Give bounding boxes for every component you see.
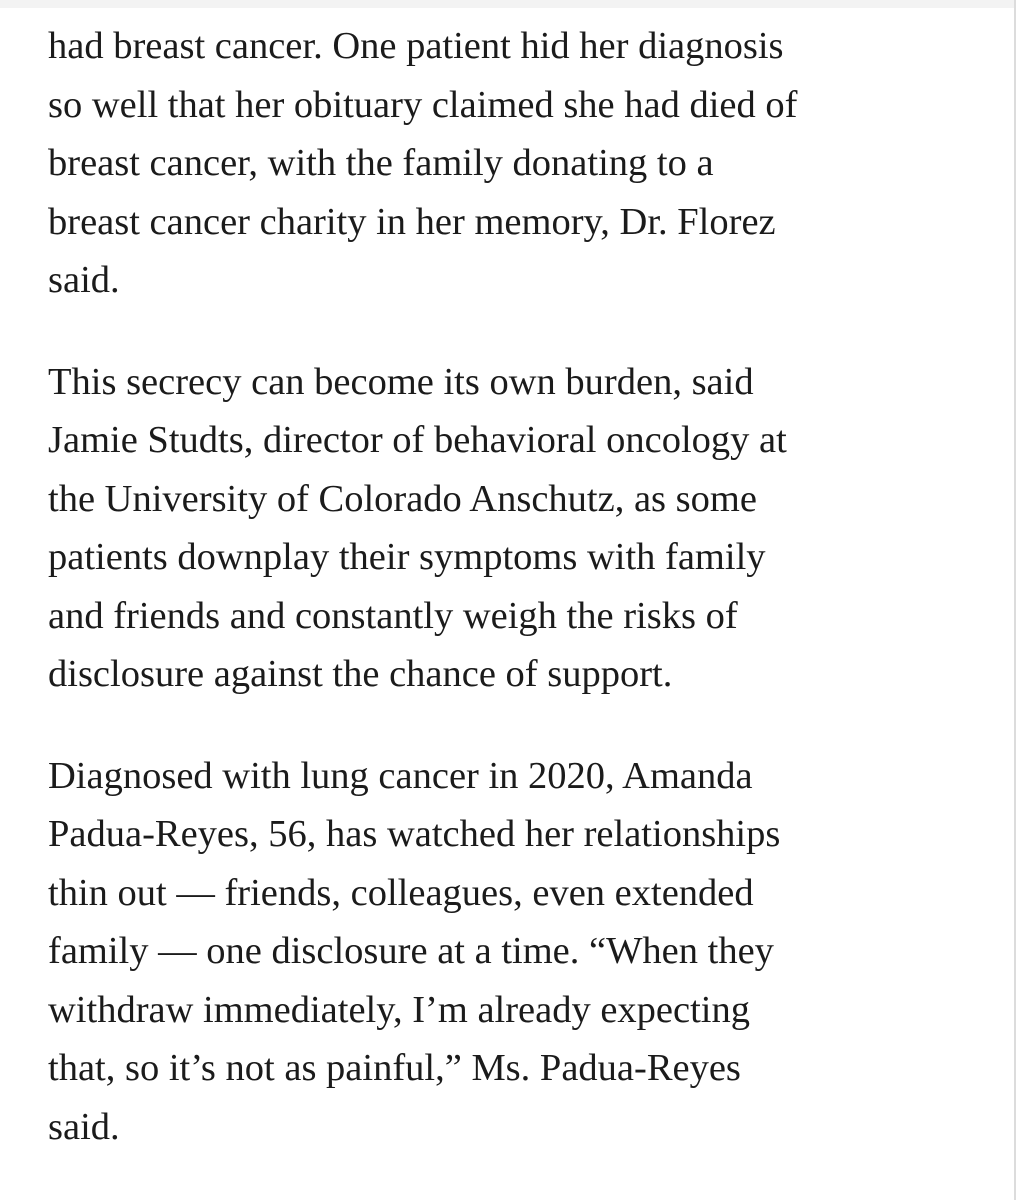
article-paragraph — [48, 353, 978, 704]
paragraph-line: Jamie Studts, director of behavioral oncology at — [48, 419, 787, 461]
article-paragraph — [48, 17, 978, 310]
paragraph-line: family — one disclosure at a time. “When they — [48, 930, 774, 972]
paragraph-line: so well that her obituary claimed she had died of — [48, 83, 798, 126]
paragraph-line: withdraw immediately, I’m already expecting — [48, 988, 751, 1031]
paragraph-line: Diagnosed with lung cancer in 2020, Amanda — [48, 754, 753, 797]
paragraph-line: the University of Colorado Anschutz, as some — [48, 477, 757, 520]
paragraph-line: breast cancer charity in her memory, Dr. Florez — [48, 200, 776, 243]
paragraph-line: breast cancer, with the family donating to a — [48, 142, 714, 184]
paragraph-line: that, so it’s not as painful,” Ms. Padua-Reyes — [48, 1047, 741, 1089]
paragraph-line: patients downplay their symptoms with family — [48, 536, 766, 578]
paragraph-line: disclosure against the chance of support. — [48, 653, 673, 695]
article-body — [48, 17, 978, 1199]
previous-line-cutoff — [0, 0, 1016, 8]
paragraph-line: thin out — friends, colleagues, even extended — [48, 871, 754, 914]
paragraph-line: and friends and constantly weigh the risks of — [48, 594, 738, 637]
paragraph-line: said. — [48, 259, 120, 301]
paragraph-line: said. — [48, 1105, 120, 1148]
paragraph-line: This secrecy can become its own burden, said — [48, 360, 754, 403]
paragraph-line: had breast cancer. One patient hid her diagnosis — [48, 25, 784, 67]
paragraph-line: Padua-Reyes, 56, has watched her relationships — [48, 813, 781, 855]
article-paragraph — [48, 747, 978, 1157]
